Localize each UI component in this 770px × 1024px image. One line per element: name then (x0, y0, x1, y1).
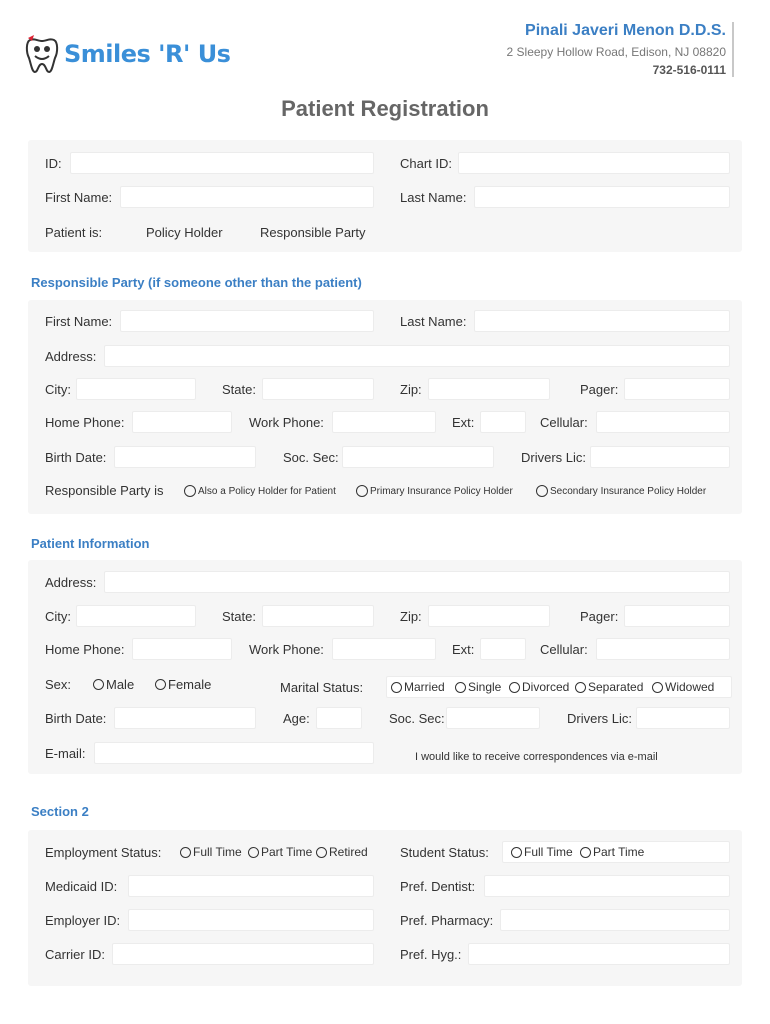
rp-city-label: City: (45, 382, 71, 397)
employment-part-time[interactable]: Part Time (248, 845, 312, 859)
pref-hyg-label: Pref. Hyg.: (400, 947, 462, 962)
medicaid-id-label: Medicaid ID: (45, 879, 118, 894)
rp-is-label: Responsible Party is (45, 483, 164, 498)
pt-drivers-lic-label: Drivers Lic: (567, 711, 633, 726)
rp-pager-field[interactable] (624, 378, 730, 400)
pt-sex-female[interactable]: Female (155, 677, 211, 692)
radio-icon (536, 485, 548, 497)
pt-marital-separated[interactable]: Separated (575, 680, 643, 694)
id-label: ID: (45, 156, 62, 171)
radio-icon (575, 682, 586, 693)
pt-address-field[interactable] (104, 571, 730, 593)
radio-icon (356, 485, 368, 497)
pt-marital-single[interactable]: Single (455, 680, 501, 694)
rp-soc-sec-label: Soc. Sec: (283, 450, 339, 465)
radio-icon (248, 847, 259, 858)
radio-icon (509, 682, 520, 693)
radio-icon (455, 682, 466, 693)
pt-soc-sec-field[interactable] (446, 707, 540, 729)
clinic-phone: 732-516-0111 (652, 63, 726, 77)
radio-icon (155, 679, 166, 690)
pt-city-field[interactable] (76, 605, 196, 627)
pt-birth-date-field[interactable] (114, 707, 256, 729)
radio-icon (511, 847, 522, 858)
responsible-party-section-title: Responsible Party (if someone other than the patient) (31, 275, 362, 290)
tooth-mascot-icon (22, 32, 62, 76)
policy-holder-option[interactable]: Policy Holder (146, 225, 223, 240)
pt-age-field[interactable] (316, 707, 362, 729)
rp-drivers-lic-field[interactable] (590, 446, 730, 468)
pt-work-phone-field[interactable] (332, 638, 436, 660)
logo (22, 32, 230, 76)
rp-first-name-field[interactable] (120, 310, 374, 332)
employer-id-field[interactable] (128, 909, 374, 931)
rp-last-name-field[interactable] (474, 310, 730, 332)
section2-title: Section 2 (31, 804, 89, 819)
rp-work-phone-field[interactable] (332, 411, 436, 433)
pref-pharmacy-label: Pref. Pharmacy: (400, 913, 494, 928)
last-name-field[interactable] (474, 186, 730, 208)
employment-status-label: Employment Status: (45, 845, 162, 860)
pt-sex-label: Sex: (45, 677, 72, 692)
pt-cellular-label: Cellular: (540, 642, 588, 657)
patient-info-section-title: Patient Information (31, 536, 150, 551)
pt-email-field[interactable] (94, 742, 374, 764)
rp-opt-secondary[interactable]: Secondary Insurance Policy Holder (536, 485, 706, 497)
rp-address-field[interactable] (104, 345, 730, 367)
rp-state-field[interactable] (262, 378, 374, 400)
medicaid-id-field[interactable] (128, 875, 374, 897)
carrier-id-label: Carrier ID: (45, 947, 105, 962)
rp-birth-date-label: Birth Date: (45, 450, 107, 465)
pt-soc-sec-label: Soc. Sec: (389, 711, 445, 726)
rp-birth-date-field[interactable] (114, 446, 256, 468)
rp-last-name-label: Last Name: (400, 314, 467, 329)
pt-marital-married[interactable]: Married (391, 680, 445, 694)
pt-age-label: Age: (283, 711, 310, 726)
radio-icon (184, 485, 196, 497)
rp-opt-policy-holder[interactable]: Also a Policy Holder for Patient (184, 485, 336, 497)
carrier-id-field[interactable] (112, 943, 374, 965)
last-name-label: Last Name: (400, 190, 467, 205)
student-status-label: Student Status: (400, 845, 489, 860)
rp-first-name-label: First Name: (45, 314, 113, 329)
pt-cellular-field[interactable] (596, 638, 730, 660)
pt-drivers-lic-field[interactable] (636, 707, 730, 729)
employment-full-time[interactable]: Full Time (180, 845, 242, 859)
clinic-address: 2 Sleepy Hollow Road, Edison, NJ 08820 (506, 45, 726, 59)
pt-birth-date-label: Birth Date: (45, 711, 107, 726)
radio-icon (93, 679, 104, 690)
rp-soc-sec-field[interactable] (342, 446, 494, 468)
pt-address-label: Address: (45, 575, 97, 590)
pt-home-phone-field[interactable] (132, 638, 232, 660)
pref-dentist-label: Pref. Dentist: (400, 879, 476, 894)
rp-cellular-label: Cellular: (540, 415, 588, 430)
employment-retired[interactable]: Retired (316, 845, 368, 859)
rp-home-phone-label: Home Phone: (45, 415, 125, 430)
pt-zip-field[interactable] (428, 605, 550, 627)
pt-state-field[interactable] (262, 605, 374, 627)
rp-ext-field[interactable] (480, 411, 526, 433)
pt-pager-field[interactable] (624, 605, 730, 627)
clinic-info (507, 22, 734, 77)
rp-opt-primary[interactable]: Primary Insurance Policy Holder (356, 485, 513, 497)
clinic-name: Pinali Javeri Menon D.D.S. (525, 22, 726, 39)
first-name-label: First Name: (45, 190, 113, 205)
student-full-time[interactable]: Full Time (511, 845, 573, 859)
radio-icon (580, 847, 591, 858)
first-name-field[interactable] (120, 186, 374, 208)
student-part-time[interactable]: Part Time (580, 845, 644, 859)
patient-is-label: Patient is: (45, 225, 103, 240)
pt-state-label: State: (222, 609, 256, 624)
pref-dentist-field[interactable] (484, 875, 730, 897)
responsible-party-option[interactable]: Responsible Party (260, 225, 366, 240)
page-title: Patient Registration (281, 96, 489, 121)
rp-ext-label: Ext: (452, 415, 475, 430)
responsible-party-panel (28, 300, 742, 514)
radio-icon (391, 682, 402, 693)
pref-hyg-field[interactable] (468, 943, 730, 965)
pt-work-phone-label: Work Phone: (249, 642, 324, 657)
radio-icon (180, 847, 191, 858)
pt-sex-male[interactable]: Male (93, 677, 134, 692)
pt-city-label: City: (45, 609, 71, 624)
pref-pharmacy-field[interactable] (500, 909, 730, 931)
pt-ext-field[interactable] (480, 638, 526, 660)
page-header (0, 0, 770, 100)
id-field[interactable] (70, 152, 374, 174)
logo-text: Smiles 'R' Us (64, 40, 231, 68)
rp-drivers-lic-label: Drivers Lic: (521, 450, 587, 465)
rp-home-phone-field[interactable] (132, 411, 232, 433)
pt-ext-label: Ext: (452, 642, 475, 657)
rp-state-label: State: (222, 382, 256, 397)
pt-marital-widowed[interactable]: Widowed (652, 680, 714, 694)
pt-home-phone-label: Home Phone: (45, 642, 125, 657)
rp-address-label: Address: (45, 349, 97, 364)
pt-zip-label: Zip: (400, 609, 422, 624)
rp-pager-label: Pager: (580, 382, 619, 397)
rp-city-field[interactable] (76, 378, 196, 400)
pt-email-label: E-mail: (45, 746, 86, 761)
chart-id-field[interactable] (458, 152, 730, 174)
chart-id-label: Chart ID: (400, 156, 453, 171)
pt-email-consent-option[interactable]: I would like to receive correspondences via e-mail (415, 751, 658, 763)
pt-marital-divorced[interactable]: Divorced (509, 680, 569, 694)
rp-zip-label: Zip: (400, 382, 422, 397)
pt-marital-status-label: Marital Status: (280, 680, 364, 695)
radio-icon (652, 682, 663, 693)
rp-cellular-field[interactable] (596, 411, 730, 433)
pt-pager-label: Pager: (580, 609, 619, 624)
rp-work-phone-label: Work Phone: (249, 415, 324, 430)
rp-zip-field[interactable] (428, 378, 550, 400)
radio-icon (316, 847, 327, 858)
employer-id-label: Employer ID: (45, 913, 121, 928)
